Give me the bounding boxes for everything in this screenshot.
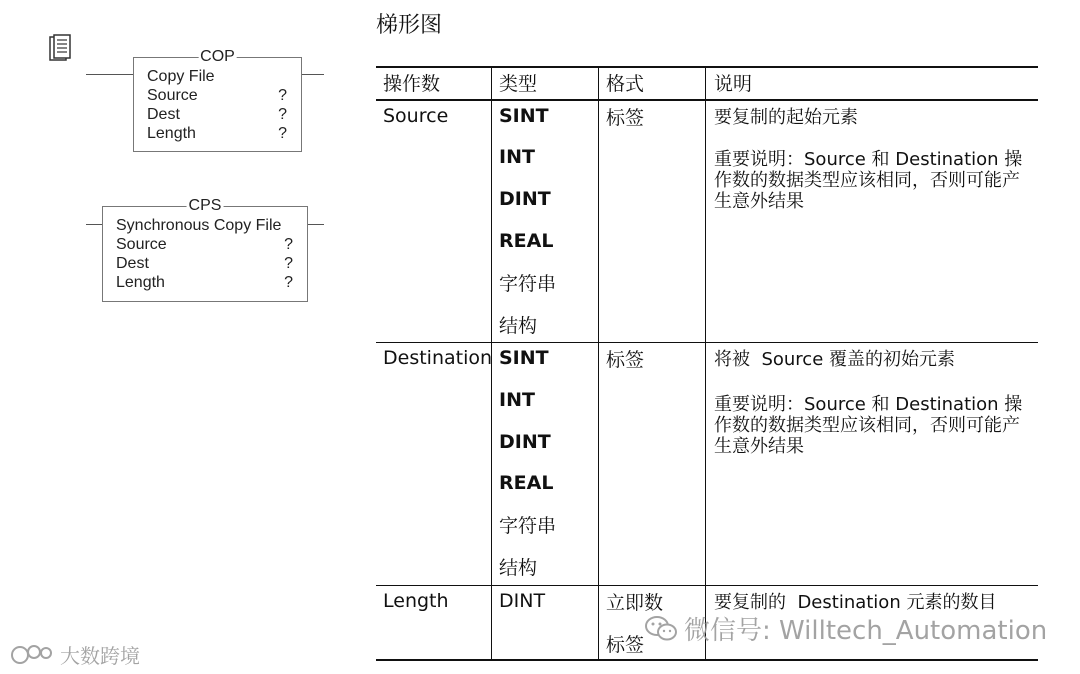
- operand-name: Destination: [383, 347, 493, 369]
- table-header: 说明: [714, 73, 753, 95]
- cps-block-title: Synchronous Copy File: [116, 217, 282, 234]
- table-bottom-rule: [376, 659, 1038, 661]
- cop-block-title: Copy File: [147, 68, 215, 85]
- cps-param-label: Length: [116, 274, 165, 291]
- wechat-icon: [644, 614, 678, 644]
- cop-param-label: Dest: [147, 106, 180, 123]
- operand-name: Length: [383, 590, 449, 612]
- format-value: 标签: [606, 349, 645, 371]
- watermark-left-text: 大数跨境: [60, 644, 140, 668]
- type-value: DINT: [499, 431, 551, 453]
- cps-instruction-block[interactable]: [102, 197, 308, 302]
- table-header-rule: [376, 99, 1038, 101]
- format-value: 标签: [606, 634, 645, 656]
- cop-param-label: Source: [147, 87, 198, 104]
- cop-block-name: COP: [200, 48, 235, 65]
- operand-name: Source: [383, 105, 449, 127]
- type-value: INT: [499, 389, 535, 411]
- type-value: 结构: [499, 557, 538, 579]
- type-value: INT: [499, 146, 535, 168]
- cps-param-value: ?: [284, 274, 293, 291]
- important-note: 重要说明：Source 和 Destination 操作数的数据类型应该相同，否则可能产生意外结果: [714, 149, 1023, 212]
- format-value: 标签: [606, 107, 645, 129]
- cps-rung-right: [307, 224, 324, 225]
- table-top-rule: [376, 66, 1038, 68]
- ladder-diagram-icon: [47, 34, 73, 64]
- cps-param-label: Source: [116, 236, 167, 253]
- cop-param-value: ?: [278, 125, 287, 142]
- cop-rung-left: [86, 74, 133, 75]
- cop-param-label: Length: [147, 125, 196, 142]
- watermark-right: [644, 610, 1047, 647]
- table-row-rule: [376, 342, 1038, 343]
- table-column-divider: [598, 66, 599, 661]
- table-header: 类型: [499, 73, 538, 95]
- section-title: 梯形图: [376, 13, 443, 38]
- type-value: 字符串: [499, 273, 557, 295]
- type-value: DINT: [499, 590, 546, 612]
- cop-rung-right: [301, 74, 324, 75]
- cop-param-value: ?: [278, 87, 287, 104]
- description-text: 要复制的 Destination 元素的数目: [714, 592, 997, 613]
- cop-instruction-block[interactable]: [133, 48, 302, 152]
- table-header: 操作数: [383, 73, 441, 95]
- watermark-right-text: 微信号: Willtech_Automation: [684, 616, 1048, 646]
- brand-logo-icon: [10, 643, 56, 667]
- watermark-left: [10, 640, 140, 669]
- cps-param-label: Dest: [116, 255, 149, 272]
- type-value: REAL: [499, 472, 554, 494]
- cps-param-value: ?: [284, 255, 293, 272]
- table-header: 格式: [606, 73, 645, 95]
- cps-block-name: CPS: [188, 197, 222, 214]
- important-note: 重要说明：Source 和 Destination 操作数的数据类型应该相同，否则可能产生意外结果: [714, 394, 1023, 457]
- type-value: 字符串: [499, 515, 557, 537]
- format-value: 立即数: [606, 592, 664, 614]
- type-value: 结构: [499, 315, 538, 337]
- cop-param-value: ?: [278, 106, 287, 123]
- table-column-divider: [705, 66, 706, 661]
- type-value: SINT: [499, 105, 549, 127]
- type-value: SINT: [499, 347, 549, 369]
- description-text: 将被 Source 覆盖的初始元素: [714, 349, 955, 370]
- type-value: REAL: [499, 230, 554, 252]
- table-row-rule: [376, 585, 1038, 586]
- description-text: 要复制的起始元素: [714, 107, 858, 128]
- type-value: DINT: [499, 188, 551, 210]
- cps-rung-left: [86, 224, 102, 225]
- cps-param-value: ?: [284, 236, 293, 253]
